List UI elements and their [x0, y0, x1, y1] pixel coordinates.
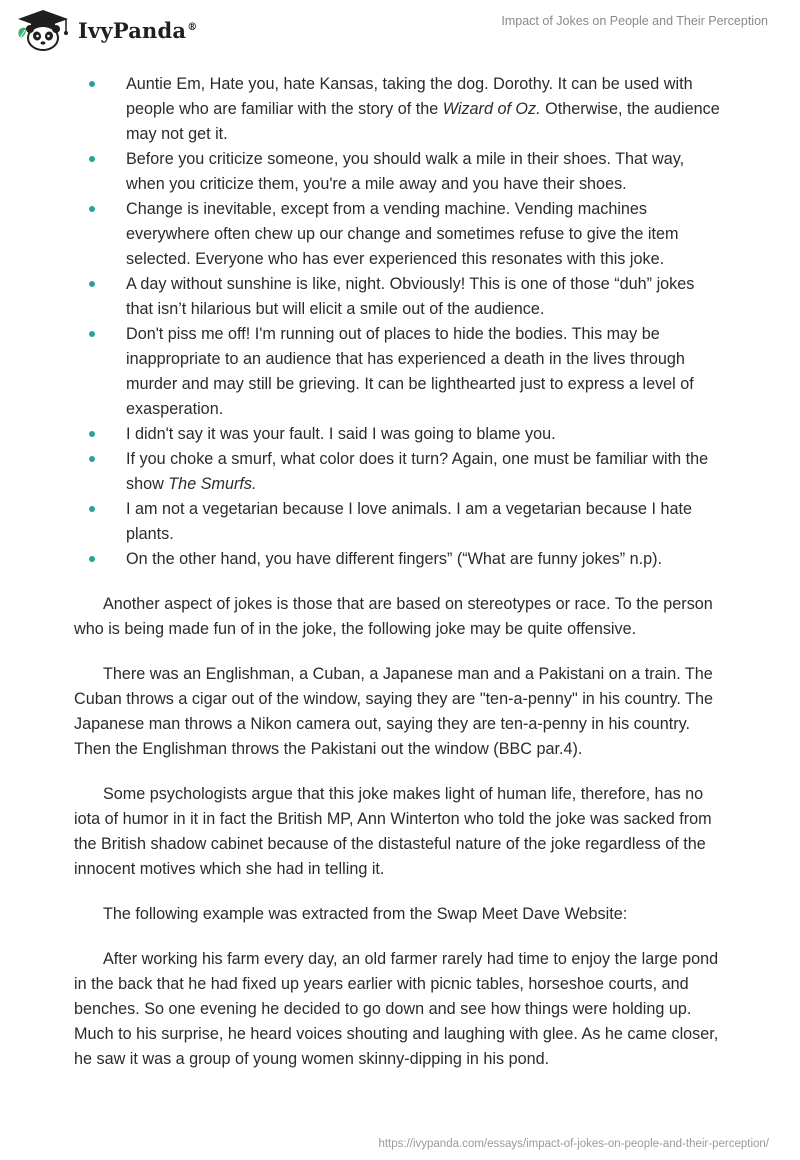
document-title: Impact of Jokes on People and Their Perception	[501, 14, 768, 28]
joke-list-item	[74, 422, 724, 447]
joke-list-item	[74, 72, 724, 147]
bullet-dot-icon	[89, 81, 95, 87]
joke-list-item	[74, 497, 724, 547]
italic-title: Wizard of Oz.	[442, 100, 541, 118]
body-paragraph: Another aspect of jokes is those that are based on stereotypes or race. To the person who is being made fun of in the joke, the following joke may be quite offensive.	[74, 595, 713, 638]
body-paragraph: After working his farm every day, an old farmer rarely had time to enjoy the large pond in the back that he had fixed up years earlier with picnic tables, horseshoe courts, and benches. So one evening he decided to go down and see how things were holding up. Much to his surprise, he heard voices shouting and laughing with glee. As he came closer, he saw it was a group of young women skinny-dipping in his pond.	[74, 950, 719, 1068]
joke-text: Change is inevitable, except from a vending machine. Vending machines everywhere often chew up our change and sometimes refuse to give the item selected. Everyone who has ever experienced this resonates with this joke.	[126, 200, 679, 268]
joke-text: Before you criticize someone, you should walk a mile in their shoes. That way, when you criticize them, you're a mile away and you have their shoes.	[126, 150, 685, 193]
source-url[interactable]: https://ivypanda.com/essays/impact-of-jokes-on-people-and-their-perception/	[378, 1138, 769, 1150]
joke-list-item	[74, 147, 724, 197]
joke-text: I am not a vegetarian because I love animals. I am a vegetarian because I hate plants.	[126, 500, 693, 543]
body-paragraph: There was an Englishman, a Cuban, a Japanese man and a Pakistani on a train. The Cuban throws a cigar out of the window, saying they are "ten-a-penny" in his country. The Japanese man throws a Nikon camera out, saying they are ten-a-penny in his country. Then the Englishman throws the Pakistani out the window (BBC par.4).	[74, 665, 713, 758]
bullet-dot-icon	[89, 556, 95, 562]
bullet-dot-icon	[89, 506, 95, 512]
joke-list-item	[74, 547, 724, 572]
joke-text: On the other hand, you have different fingers” (“What are funny jokes” n.p).	[126, 550, 662, 568]
joke-text: Auntie Em, Hate you, hate Kansas, taking the dog. Dorothy. It can be used with people who are familiar with the story of the	[126, 75, 693, 118]
joke-list-item	[74, 447, 724, 497]
bullet-dot-icon	[89, 456, 95, 462]
brand-name: IvyPanda®	[78, 17, 198, 43]
joke-list-item	[74, 272, 724, 322]
joke-text: A day without sunshine is like, night. Obviously! This is one of those “duh” jokes that isn’t hilarious but will elicit a smile out of the audience.	[126, 275, 695, 318]
panda-graduation-cap-icon	[14, 8, 72, 52]
bullet-dot-icon	[89, 281, 95, 287]
body-paragraph: The following example was extracted from the Swap Meet Dave Website:	[103, 905, 628, 923]
bullet-dot-icon	[89, 331, 95, 337]
page-header	[0, 0, 800, 60]
body-paragraphs	[74, 592, 724, 1072]
joke-list-item	[74, 197, 724, 272]
bullet-dot-icon	[89, 431, 95, 437]
essay-content	[74, 72, 724, 1072]
joke-text: Don't piss me off! I'm running out of places to hide the bodies. This may be inappropriate to an audience that has experienced a death in the lives through murder and may still be grieving. It can be lighthearted just to express a level of exasperation.	[126, 325, 694, 418]
ivypanda-logo[interactable]	[14, 8, 197, 52]
body-paragraph: Some psychologists argue that this joke makes light of human life, therefore, has no iota of humor in it in fact the British MP, Ann Winterton who told the joke was sacked from the British shadow cabinet because of the distasteful nature of the joke regardless of the innocent motives which she had in telling it.	[74, 785, 712, 878]
jokes-list	[74, 72, 724, 572]
joke-text: I didn't say it was your fault. I said I was going to blame you.	[126, 425, 556, 443]
joke-text: Otherwise, the audience may not get it.	[126, 100, 720, 143]
bullet-dot-icon	[89, 206, 95, 212]
italic-title: The Smurfs.	[168, 475, 257, 493]
joke-text: If you choke a smurf, what color does it turn? Again, one must be familiar with the show	[126, 450, 709, 493]
joke-list-item	[74, 322, 724, 422]
bullet-dot-icon	[89, 156, 95, 162]
